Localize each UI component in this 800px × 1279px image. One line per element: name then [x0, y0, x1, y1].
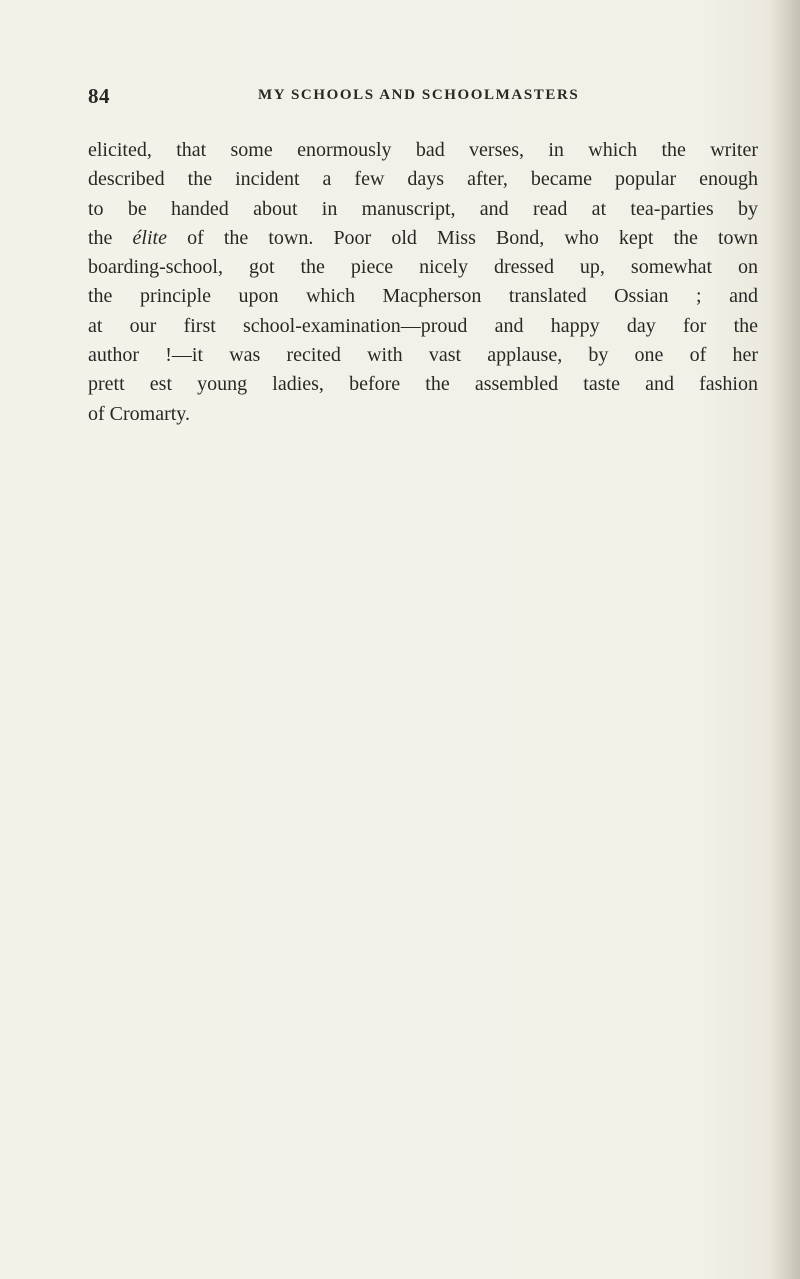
text-line-start: the	[88, 226, 133, 249]
page-edge-shadow	[770, 0, 800, 1279]
text-line: at our first school-examination—proud and happy day for the	[88, 314, 758, 337]
text-line: to be handed about in manuscript, and read at tea-parties by	[88, 197, 758, 220]
text-line: the principle upon which Macpherson translated Ossian ; and	[88, 285, 758, 308]
text-line: author !—it was recited with vast applause, by one of her	[88, 344, 758, 367]
running-head: MY SCHOOLS AND SCHOOLMASTERS	[258, 87, 580, 103]
italic-word: élite	[132, 226, 167, 249]
page-number: 84	[88, 84, 110, 108]
text-line: elicited, that some enormously bad verses, in which the writer	[88, 139, 758, 161]
page-header	[88, 84, 756, 114]
text-line: prett est young ladies, before the assembled taste and fashion	[88, 373, 758, 396]
text-line	[88, 224, 758, 253]
text-line-end: of the town. Poor old Miss Bond, who kept the town	[166, 226, 758, 249]
body-paragraph	[88, 136, 758, 429]
text-line: boarding-school, got the piece nicely dressed up, somewhat on	[88, 256, 758, 279]
text-line: described the incident a few days after, became popular enough	[88, 168, 758, 191]
text-line: of Cromarty.	[88, 402, 191, 425]
